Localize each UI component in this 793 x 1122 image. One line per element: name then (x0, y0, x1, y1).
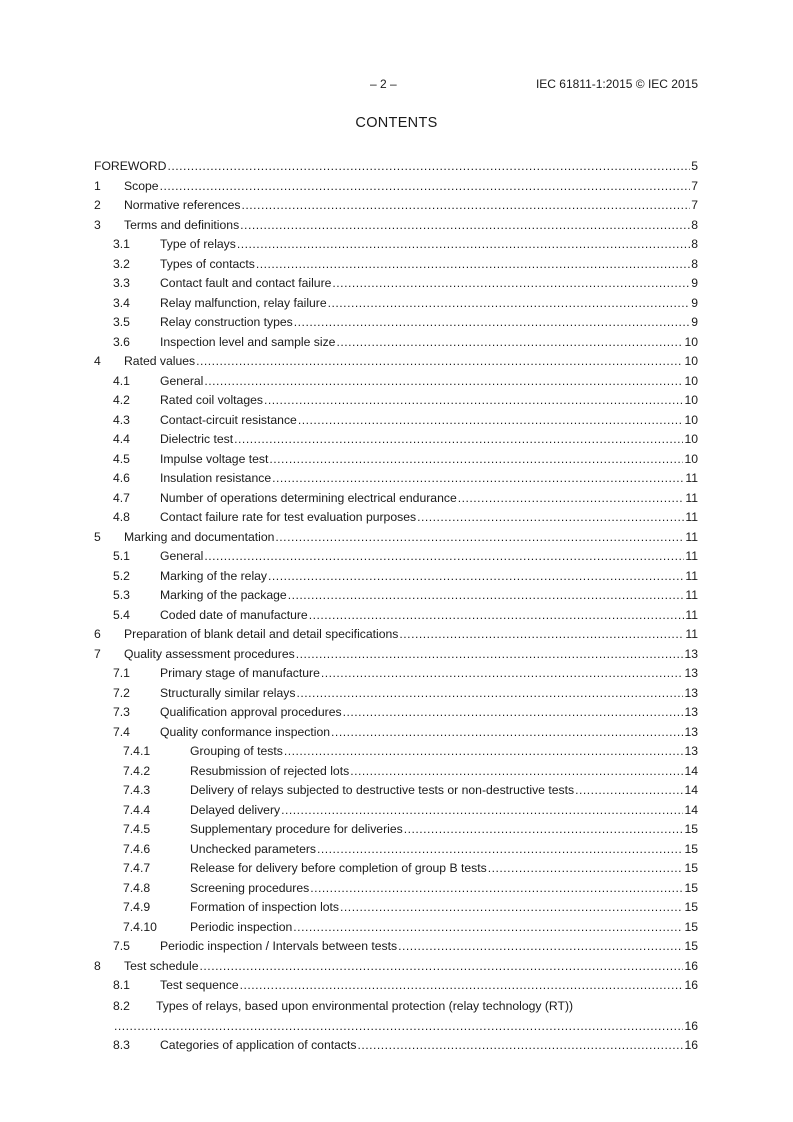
toc-entry-number: 4.1 (113, 373, 130, 388)
toc-entry-label: General (160, 549, 204, 563)
toc-entry-number: 3 (94, 217, 101, 232)
toc-entry-page: 11 (685, 471, 698, 485)
toc-leader-dots (196, 352, 683, 372)
toc-entry-page: 11 (685, 607, 698, 622)
toc-entry-label: Delivery of relays subjected to destructive tests or non-destructive tests (190, 783, 575, 797)
toc-leader-dots (298, 411, 684, 431)
toc-leader-dots (204, 372, 683, 392)
toc-entry-label: Contact failure rate for test evaluation purposes (160, 510, 417, 524)
toc-entry-page: 13 (684, 666, 698, 680)
toc-leader-dots (200, 957, 684, 977)
toc-entry[interactable] (94, 820, 698, 840)
toc-entry[interactable] (94, 742, 698, 762)
toc-entry-number: 7.5 (113, 939, 130, 953)
toc-entry[interactable] (94, 430, 698, 450)
toc-entry[interactable] (94, 586, 698, 606)
toc-leader-dots (332, 274, 690, 294)
toc-entry-label: Normative references (124, 198, 241, 212)
toc-entry-page: 15 (684, 861, 698, 875)
toc-entry-page: 16 (684, 978, 698, 992)
toc-entry-page: 16 (684, 1037, 698, 1052)
toc-leader-dots (234, 430, 683, 450)
toc-entry-number: 5.2 (113, 568, 130, 583)
toc-entry[interactable] (94, 976, 698, 996)
toc-entry-label: Insulation resistance (160, 471, 272, 485)
toc-entry[interactable] (94, 859, 698, 879)
toc-entry[interactable] (94, 801, 698, 821)
toc-entry-number: 2 (94, 198, 101, 212)
toc-entry-label: Test schedule (124, 958, 199, 973)
toc-entry-label: Number of operations determining electrical endurance (160, 490, 457, 505)
page-header (94, 77, 698, 93)
toc-entry-page: 9 (691, 315, 698, 329)
toc-entry-label: Inspection level and sample size (160, 334, 336, 349)
toc-entry[interactable] (94, 547, 698, 567)
toc-entry[interactable] (94, 177, 698, 197)
toc-entry-label: General (160, 373, 204, 388)
toc-entry-page: 14 (684, 783, 698, 797)
toc-entry-page: 11 (685, 529, 698, 544)
toc-entry[interactable] (94, 450, 698, 470)
toc-entry[interactable] (94, 781, 698, 801)
toc-entry[interactable] (94, 567, 698, 587)
toc-entry-number: 3.4 (113, 295, 130, 310)
toc-entry-number: 4.4 (113, 432, 130, 446)
toc-entry-number: 3.5 (113, 315, 130, 329)
toc-entry[interactable] (94, 898, 698, 918)
page-title: CONTENTS (355, 115, 438, 131)
toc-leader-dots (240, 976, 684, 996)
toc-entry-page: 16 (684, 958, 698, 973)
toc-leader-dots (281, 801, 683, 821)
toc-leader-dots (294, 313, 690, 333)
toc-leader-dots (160, 177, 691, 197)
toc-entry-label: Unchecked parameters (190, 841, 316, 856)
toc-entry-label: Formation of inspection lots (190, 900, 340, 914)
toc-entry-page: 15 (684, 822, 698, 836)
toc-entry-label: Structurally similar relays (160, 685, 296, 700)
toc-leader-dots (296, 684, 683, 704)
toc-entry-number: 3.2 (113, 256, 130, 271)
toc-entry-page: 11 (685, 627, 698, 641)
toc-entry-label: Grouping of tests (190, 744, 283, 758)
toc-entry-number: 4.5 (113, 451, 130, 466)
toc-entry-number: 3.1 (113, 237, 130, 251)
toc-entry[interactable] (94, 489, 698, 509)
toc-entry-number: 4.8 (113, 510, 130, 524)
toc-entry-label: Supplementary procedure for deliveries (190, 822, 403, 836)
toc-entry-label: Qualification approval procedures (160, 705, 342, 719)
toc-entry-page: 10 (684, 354, 698, 368)
toc-leader-dots (417, 508, 684, 528)
toc-entry-number: 7.4.7 (123, 861, 151, 875)
toc-entry[interactable] (94, 352, 698, 372)
toc-leader-dots (269, 450, 683, 470)
toc-entry-page: 11 (685, 588, 698, 602)
toc-entry-label: Types of relays, based upon environmental protection (relay technology (RT)) (156, 998, 574, 1013)
toc-entry-page: 13 (684, 646, 698, 661)
toc-entry-page: 15 (684, 939, 698, 953)
toc-entry[interactable] (94, 840, 698, 860)
toc-entry-label: Delayed delivery (190, 802, 281, 817)
toc-entry-page: 13 (684, 685, 698, 700)
toc-entry-number: 4.3 (113, 412, 130, 427)
toc-entry[interactable] (94, 996, 698, 1036)
toc-entry-page: 10 (684, 334, 698, 349)
toc-leader-dots (328, 294, 691, 314)
standard-identifier: IEC 61811-1:2015 © IEC 2015 (535, 77, 698, 91)
toc-entry-number: 7.3 (113, 705, 130, 719)
toc-entry-page: 10 (684, 393, 698, 407)
toc-entry-number: 3.3 (113, 276, 130, 290)
toc-leader-dots (167, 157, 690, 177)
toc-entry-page: 7 (691, 178, 698, 193)
toc-entry[interactable] (94, 313, 698, 333)
toc-entry[interactable] (94, 157, 698, 177)
toc-entry-number: 4.7 (113, 490, 130, 505)
toc-entry-number: 5.1 (113, 549, 130, 563)
toc-entry[interactable] (94, 645, 698, 665)
toc-entry-label: Periodic inspection (190, 919, 293, 934)
toc-entry-page: 11 (685, 510, 698, 524)
toc-entry-page: 10 (684, 373, 698, 388)
toc-leader-dots (264, 391, 683, 411)
toc-entry-page: 8 (691, 256, 698, 271)
toc-entry-page: 11 (685, 568, 698, 583)
toc-entry-number: 7.4.3 (123, 783, 151, 797)
toc-entry-label: Marking of the relay (160, 568, 268, 583)
toc-entry-page: 5 (691, 159, 698, 173)
toc-leader-dots (237, 235, 690, 255)
toc-entry-number: 6 (94, 627, 101, 641)
toc-entry[interactable] (94, 469, 698, 489)
toc-leader-dots (240, 216, 690, 236)
toc-leader-dots (357, 1036, 683, 1056)
toc-leader-dots (350, 762, 683, 782)
toc-entry[interactable] (94, 372, 698, 392)
toc-entry-label: Coded date of manufacture (160, 607, 308, 622)
toc-entry-label: Primary stage of manufacture (160, 666, 320, 680)
toc-entry[interactable] (94, 411, 698, 431)
toc-entry-page: 13 (684, 705, 698, 719)
toc-entry-label: Rated values (124, 354, 196, 368)
toc-entry-page: 10 (684, 432, 698, 446)
toc-entry-label: FOREWORD (94, 159, 167, 173)
toc-entry[interactable] (94, 684, 698, 704)
table-of-contents (94, 157, 698, 1055)
toc-entry-page: 9 (691, 276, 698, 290)
toc-entry-page: 10 (684, 451, 698, 466)
toc-entry[interactable] (94, 606, 698, 626)
toc-leader-dots (317, 840, 683, 860)
toc-entry-page: 11 (685, 549, 698, 563)
toc-leader-dots (288, 586, 685, 606)
toc-entry-label: Quality conformance inspection (160, 724, 331, 739)
toc-entry-label: Contact-circuit resistance (160, 412, 297, 427)
toc-entry[interactable] (94, 255, 698, 275)
toc-entry-page: 15 (684, 919, 698, 934)
toc-leader-dots (272, 469, 684, 489)
toc-leader-dots (575, 781, 683, 801)
toc-leader-dots (293, 918, 683, 938)
toc-entry-label: Terms and definitions (124, 217, 240, 232)
toc-entry-label: Preparation of blank detail and detail specifications (124, 627, 399, 641)
toc-entry-page: 16 (684, 1018, 698, 1033)
toc-entry-page: 7 (691, 198, 698, 212)
toc-entry-label: Categories of application of contacts (160, 1037, 357, 1052)
toc-leader-dots (275, 528, 684, 548)
toc-leader-dots (331, 723, 683, 743)
toc-entry[interactable] (94, 625, 698, 645)
toc-entry-label: Dielectric test (160, 432, 234, 446)
toc-leader-dots (340, 898, 683, 918)
toc-entry-number: 7.4 (113, 724, 130, 739)
toc-entry-label: Release for delivery before completion of group B tests (190, 861, 487, 875)
toc-entry-label: Test sequence (160, 978, 239, 992)
toc-entry-label: Rated coil voltages (160, 393, 263, 407)
toc-entry-label: Screening procedures (190, 880, 310, 895)
toc-entry-number: 7.4.10 (123, 919, 157, 934)
toc-entry[interactable] (94, 196, 698, 216)
toc-entry-label: Type of relays (160, 237, 236, 251)
toc-leader-dots (336, 333, 683, 353)
toc-leader-dots (296, 645, 684, 665)
toc-entry-page: 9 (691, 295, 698, 310)
toc-entry-number: 8.2 (113, 998, 130, 1013)
toc-leader-dots (321, 664, 684, 684)
toc-leader-dots (309, 606, 685, 626)
toc-entry-number: 4.2 (113, 393, 130, 407)
toc-entry[interactable] (94, 723, 698, 743)
toc-entry-page: 8 (691, 217, 698, 232)
toc-entry[interactable] (94, 391, 698, 411)
toc-entry-label: Types of contacts (160, 256, 255, 271)
toc-entry[interactable] (94, 957, 698, 977)
toc-entry-number: 7.1 (113, 666, 130, 680)
toc-leader-dots (256, 255, 690, 275)
toc-entry-label: Resubmission of rejected lots (190, 763, 350, 778)
toc-entry-number: 5.3 (113, 588, 130, 602)
toc-leader-dots (404, 820, 684, 840)
toc-entry-page: 8 (691, 237, 698, 251)
toc-entry-number: 4 (94, 354, 101, 368)
toc-entry-number: 5 (94, 529, 101, 544)
toc-leader-dots (310, 879, 683, 899)
toc-entry-label: Quality assessment procedures (124, 646, 295, 661)
toc-leader-dots (458, 489, 685, 509)
toc-leader-dots (242, 196, 691, 216)
toc-entry-label: Relay malfunction, relay failure (160, 295, 327, 310)
toc-entry[interactable] (94, 274, 698, 294)
toc-entry[interactable] (94, 235, 698, 255)
toc-entry-page: 15 (684, 900, 698, 914)
toc-entry-label: Marking and documentation (124, 529, 275, 544)
toc-leader-dots (204, 547, 684, 567)
toc-entry-label: Scope (124, 178, 159, 193)
toc-entry-number: 7.4.1 (123, 744, 151, 758)
toc-entry[interactable] (94, 664, 698, 684)
toc-entry-label: Impulse voltage test (160, 451, 269, 466)
toc-entry-page: 14 (684, 763, 698, 778)
toc-entry-page: 15 (684, 880, 698, 895)
toc-entry-page: 14 (684, 802, 698, 817)
toc-entry-page: 10 (684, 412, 698, 427)
toc-entry-number: 8 (94, 958, 101, 973)
toc-leader-dots (343, 703, 684, 723)
toc-entry-page: 11 (685, 490, 698, 505)
toc-entry[interactable] (94, 937, 698, 957)
toc-leader-dots (114, 1016, 683, 1036)
toc-entry-number: 7.4.6 (123, 841, 151, 856)
toc-entry[interactable] (94, 762, 698, 782)
toc-entry-number: 8.1 (113, 978, 130, 992)
toc-entry[interactable] (94, 1036, 698, 1056)
toc-entry-number: 5.4 (113, 607, 130, 622)
toc-entry-number: 3.6 (113, 334, 130, 349)
toc-entry-number: 7.4.5 (123, 822, 151, 836)
toc-leader-dots (398, 937, 683, 957)
toc-entry[interactable] (94, 294, 698, 314)
toc-entry[interactable] (94, 918, 698, 938)
toc-leader-dots (399, 625, 684, 645)
toc-entry-number: 7.4.9 (123, 900, 151, 914)
toc-leader-dots (488, 859, 684, 879)
toc-entry[interactable] (94, 508, 698, 528)
toc-entry-number: 7.4.2 (123, 763, 151, 778)
toc-entry-label: Contact fault and contact failure (160, 276, 332, 290)
toc-entry[interactable] (94, 216, 698, 236)
page-number: – 2 – (370, 77, 397, 91)
toc-leader-dots (284, 742, 684, 762)
toc-entry-number: 7 (94, 646, 101, 661)
toc-entry-label: Relay construction types (160, 315, 293, 329)
toc-entry-number: 7.4.8 (123, 880, 151, 895)
toc-entry-number: 7.4.4 (123, 802, 151, 817)
toc-entry-label: Periodic inspection / Intervals between tests (160, 939, 398, 953)
toc-entry-page: 13 (684, 744, 698, 758)
toc-entry[interactable] (94, 333, 698, 353)
toc-entry[interactable] (94, 879, 698, 899)
toc-entry-page: 15 (684, 841, 698, 856)
toc-entry[interactable] (94, 703, 698, 723)
toc-entry-number: 1 (94, 178, 101, 193)
toc-entry-number: 8.3 (113, 1037, 130, 1052)
toc-entry-label: Marking of the package (160, 588, 287, 602)
toc-entry-number: 4.6 (113, 471, 130, 485)
toc-entry-number: 7.2 (113, 685, 130, 700)
toc-entry-page: 13 (684, 724, 698, 739)
toc-leader-dots (268, 567, 684, 587)
toc-entry[interactable] (94, 528, 698, 548)
